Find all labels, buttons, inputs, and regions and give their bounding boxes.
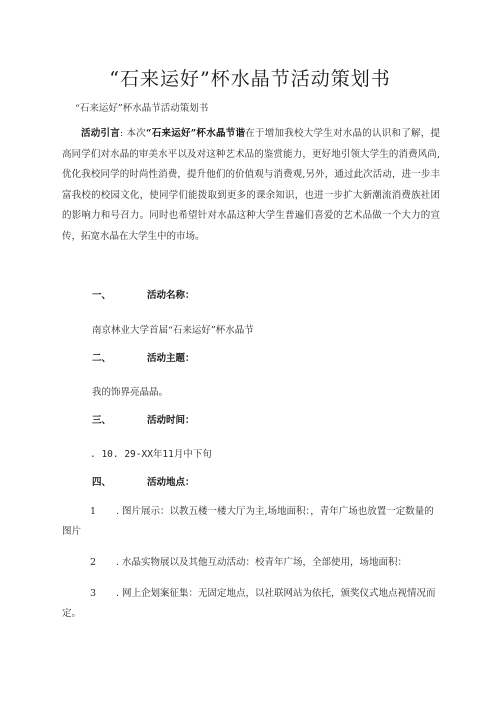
- venue-item: [62, 553, 440, 573]
- section-number: 三、: [92, 415, 112, 426]
- venue-number: 3: [90, 588, 97, 599]
- venue-item: [62, 584, 440, 624]
- section-content-theme: 我的饰界亮晶晶。: [92, 387, 169, 398]
- intro-event-name: “石来运好”杯水晶节谐: [146, 128, 246, 139]
- section-number: 二、: [92, 353, 112, 364]
- section-content-time: . 10. 29-XX年11月中下旬: [90, 449, 212, 460]
- section-content-name: 南京林业大学首届“石来运好”杯水晶节: [92, 325, 254, 336]
- venue-number: 2: [90, 557, 97, 568]
- venue-text: . 网上企划案征集：无固定地点，以社联网站为依托，颁奖仪式地点视情况而定。: [62, 588, 436, 619]
- venue-text: . 图片展示：以教五楼一楼大厅为主,场地面积：，青年广场也放置一定数量的图片: [62, 506, 434, 537]
- section-heading-name: [92, 287, 195, 301]
- intro-lead: 活动引言: [81, 128, 121, 139]
- document-subtitle: “石来运好”杯水晶节活动策划书: [75, 103, 209, 114]
- document-title: “石来运好”杯水晶节活动策划书: [109, 68, 391, 90]
- venue-text: . 水晶实物展以及其他互动活动：校青年广场，全部使用，场地面积：: [116, 557, 408, 568]
- section-label: 活动地点：: [147, 477, 195, 488]
- intro-paragraph: [62, 124, 440, 247]
- intro-body: 在于增加我校大学生对水晶的认识和了解，提高同学们对水晶的审美水平以及对这种艺术品的鉴赏能力，更好地引领大学生的消费风尚,优化我校同学的时尚性消费，提升他们的价值观与消费观,另外，通过此次活动，进一步丰富我校的校园文化，使同学们能拨取到更多的课余知识，也进一步扩大新潮流消费族社团的影响力和号召力。同时也希望针对水晶这种大学生普遍们喜爱的艺术品做一个大力的宣传，拓宽水晶在大学生中的市场。: [62, 128, 440, 242]
- venue-item: [62, 502, 440, 542]
- section-label: 活动主题：: [147, 353, 195, 364]
- section-number: 四、: [92, 477, 112, 488]
- section-heading-venue: [92, 474, 195, 488]
- section-label: 活动时间：: [147, 415, 195, 426]
- venue-number: 1: [90, 506, 97, 517]
- section-heading-time: [92, 412, 195, 426]
- section-heading-theme: [92, 350, 195, 364]
- section-number: 一、: [92, 290, 112, 301]
- section-label: 活动名称：: [147, 290, 195, 301]
- intro-part1: : 本次: [120, 128, 146, 139]
